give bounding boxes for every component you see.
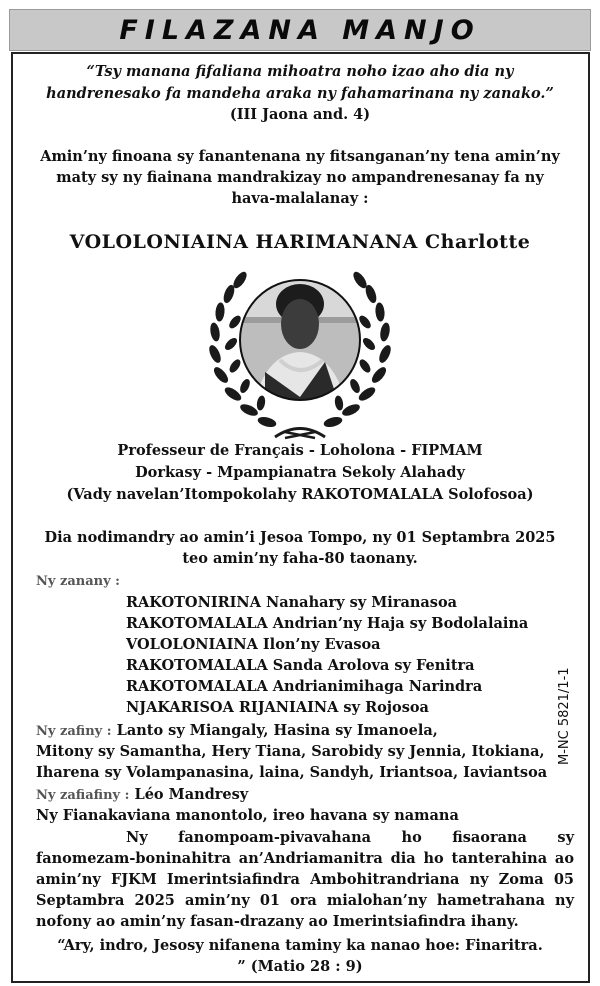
death-line-1: Dia nodimandry ao amin’i Jesoa Tompo, ny 01 Septambra 2025 — [44, 529, 556, 546]
titles-line-1: Professeur de Français - Loholona - FIPMAM — [117, 442, 483, 459]
notice-title: FILAZANA MANJO — [119, 14, 481, 46]
child-name: RAKOTOMALALA Sanda Arolova sy Fenitra — [126, 657, 475, 674]
grandchildren-line-3: Iharena sy Volampanasina, laina, Sandyh, Iriantsoa, Iaviantsoa — [36, 764, 548, 781]
service-line-3: amin’ny FJKM Imerintsiafindra Ambohitrandriana ny Zoma 05 — [36, 871, 574, 888]
child-name: RAKOTOMALALA Andrianimihaga Narindra — [126, 678, 483, 695]
child-name: RAKOTOMALALA Andrian’ny Haja sy Bodolalaina — [126, 615, 529, 632]
great-grandchildren-value: Léo Mandresy — [134, 786, 249, 803]
announcement-line-1: Amin’ny finoana sy fanantenana ny fitsanganan’ny tena amin’ny — [40, 148, 560, 165]
service-line-1: Ny fanompoam-pivavahana ho fisaorana sy — [126, 829, 574, 846]
verse-line-1: “Tsy manana fifaliana mihoatra noho izao aho dia ny — [86, 63, 514, 80]
service-line-4: Septambra 2025 amin’ny 01 ora mialohan’ny hametrahana ny — [36, 892, 574, 909]
notice-header — [9, 9, 591, 51]
great-grandchildren-label: Ny zafiafiny : — [36, 788, 130, 803]
child-name: VOLOLONIAINA Ilon’ny Evasoa — [126, 636, 381, 653]
child-name: RAKOTONIRINA Nanahary sy Miranasoa — [126, 594, 458, 611]
great-grandchildren-row — [36, 785, 596, 806]
child-name: NJAKARISOA RIJANIAINA sy Rojosoa — [126, 699, 429, 716]
service-line-5: nofony ao amin’ny fasan-drazany ao Imerintsiafindra ihany. — [36, 913, 519, 930]
verse-reference: (III Jaona and. 4) — [229, 106, 371, 123]
portrait-photo — [235, 277, 365, 407]
grandchildren-line-1: Lanto sy Miangaly, Hasina sy Imanoela, — [116, 722, 438, 739]
closing-quote-line-1: “Ary, indro, Jesosy nifanena taminy ka nanao hoe: Finaritra. — [57, 937, 543, 954]
portrait-wreath — [205, 262, 395, 442]
reference-code: M-NC 5821/1-1 — [557, 667, 572, 765]
verse-line-2: handrenesako fa mandeha araka ny fahamarinana ny zanako.” — [46, 85, 554, 102]
announcement-line-2: maty sy ny fiainana mandrakizay no ampandrenesanay fa ny — [56, 169, 544, 186]
grandchildren-label: Ny zafiny : — [36, 724, 112, 739]
death-line-2: teo amin’ny faha-80 taonany. — [182, 550, 418, 567]
service-line-2: fanomezam-boninahitra an’Andriamanitra dia ho tanterahina ao — [36, 850, 574, 867]
closing-quote-line-2: ” (Matio 28 : 9) — [237, 958, 363, 975]
grandchildren-line-2: Mitony sy Samantha, Hery Tiana, Sarobidy sy Jennia, Itokiana, — [36, 743, 545, 760]
titles-line-3: (Vady navelan’Itompokolahy RAKOTOMALALA Solofosoa) — [66, 486, 534, 503]
announcement-line-3: hava-malalanay : — [231, 190, 369, 207]
deceased-name: VOLOLONIAINA HARIMANANA Charlotte — [69, 231, 531, 253]
titles-line-2: Dorkasy - Mpampianatra Sekoly Alahady — [135, 464, 465, 481]
family-line: Ny Fianakaviana manontolo, ireo havana sy namana — [36, 807, 459, 824]
children-label: Ny zanany : — [36, 574, 120, 589]
grandchildren-row — [36, 721, 596, 742]
